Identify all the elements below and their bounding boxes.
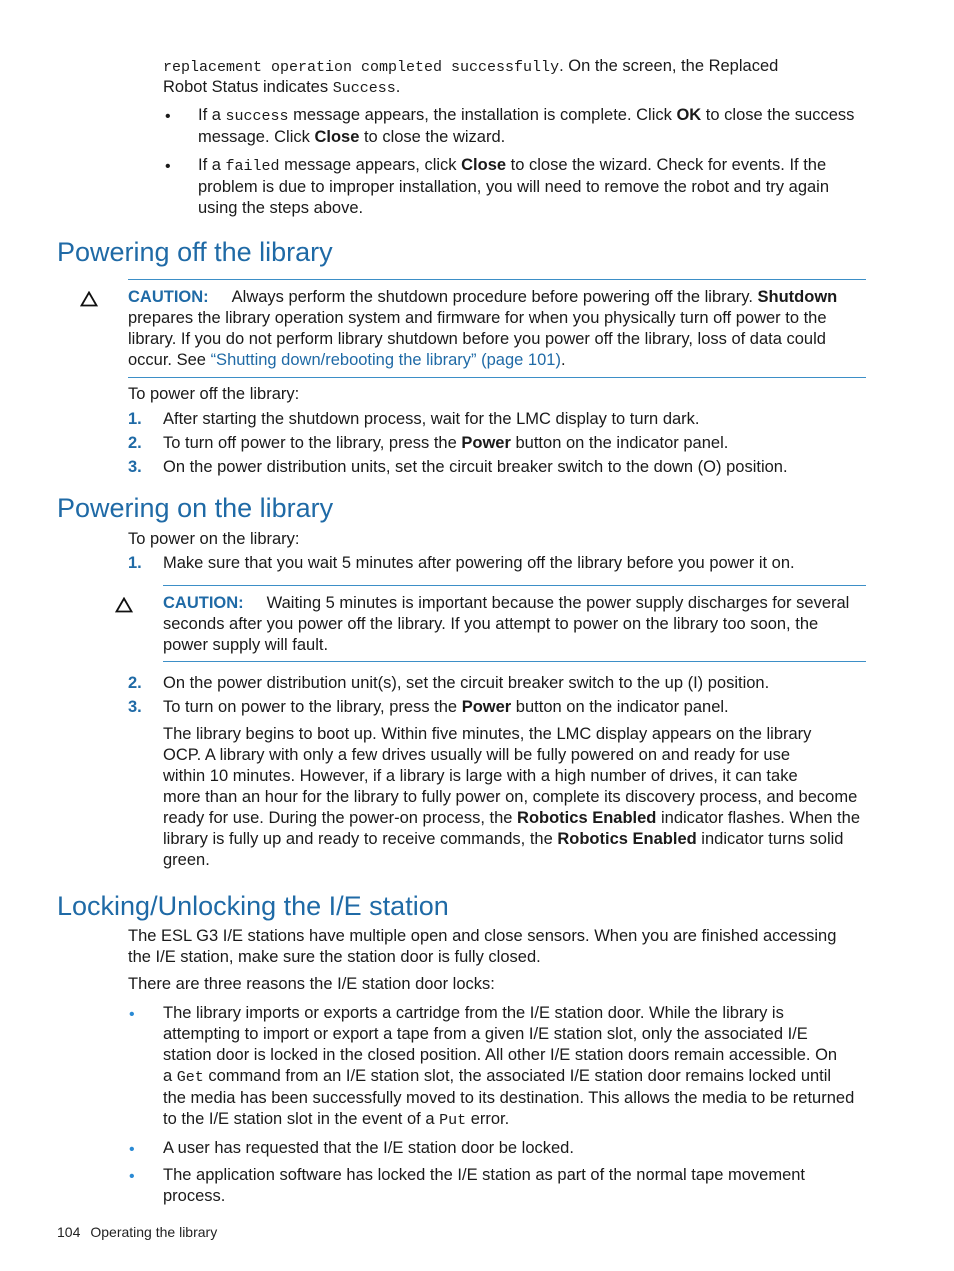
power-on-step-3: To turn on power to the library, press the Power button on the indicator panel.: [163, 698, 729, 716]
intro-line-2: Robot Status indicates Success.: [163, 78, 401, 97]
caution-triangle-icon: [115, 597, 133, 613]
intro-code-2: Success: [332, 80, 396, 97]
caution-triangle-icon: [80, 291, 98, 307]
power-off-lead: To power off the library:: [128, 385, 300, 403]
caution-box-2: CAUTION: Waiting 5 minutes is important because the power supply discharges for several seconds after you power off the library. If you attempt to power on the library too soon, the power supply will fault.: [163, 594, 850, 654]
intro-code-1: replacement operation completed successfully: [163, 59, 560, 76]
bullet-dot: •: [129, 1006, 135, 1023]
power-on-step-1: Make sure that you wait 5 minutes after powering off the library before you power it on.: [163, 554, 795, 572]
cross-reference-link[interactable]: “Shutting down/rebooting the library” (page 101): [210, 351, 561, 369]
section-heading-powering-on: Powering on the library: [57, 493, 334, 523]
bullet-dot: •: [165, 158, 171, 175]
reason-bullet-3: The application software has locked the I/E station as part of the normal tape movement process.: [163, 1166, 806, 1205]
section-heading-powering-off: Powering off the library: [57, 237, 333, 267]
caution-rule-top: [163, 585, 866, 586]
power-off-step-1: After starting the shutdown process, wait for the LMC display to turn dark.: [163, 410, 700, 428]
caution-rule-top: [128, 279, 866, 280]
step-number: 3.: [128, 458, 142, 476]
step-number: 1.: [128, 410, 142, 428]
intro-bullet-2: If a failed message appears, click Close to close the wizard. Check for events. If the problem is due to improper installation, you will need to remove the robot and try again using the steps above.: [198, 156, 830, 217]
intro-line-1: replacement operation completed successfully. On the screen, the Replaced: [163, 57, 779, 76]
page-number: 104: [57, 1224, 81, 1240]
power-on-paragraph: The library begins to boot up. Within five minutes, the LMC display appears on the library OCP. A library with only a few drives usually will be fully powered on and ready for use within 10 minutes. However, if a library is large with a high number of drives, it can take more than an hour for the library to fully power on, complete its discovery process, and become ready for use. During the power-on process, the Robotics Enabled indicator flashes. When the library is fully up and ready to receive commands, the Robotics Enabled indicator turns solid green.: [163, 725, 860, 869]
step-number: 2.: [128, 674, 142, 692]
reason-bullet-2: A user has requested that the I/E station door be locked.: [163, 1139, 574, 1157]
ie-station-intro: The ESL G3 I/E stations have multiple open and close sensors. When you are finished accessing the I/E station, make sure the station door is fully closed.: [128, 927, 837, 966]
page-footer: [57, 1222, 217, 1243]
step-number: 2.: [128, 434, 142, 452]
caution-label: CAUTION:: [163, 594, 244, 612]
power-on-lead: To power on the library:: [128, 530, 300, 548]
reason-bullet-1: The library imports or exports a cartridge from the I/E station door. While the library is attempting to import or export a tape from a given I/E station slot, only the associated I/E station door is locked in the closed position. All other I/E station doors remain accessible. On a Get command from an I/E station slot, the associated I/E station door remains locked until the media has been successfully moved to its destination. This allows the media to be returned to the I/E station slot in the event of a Put error.: [163, 1004, 855, 1129]
ie-station-reasons-lead: There are three reasons the I/E station door locks:: [128, 975, 495, 993]
caution-rule-bottom: [128, 377, 866, 378]
caution-rule-bottom: [163, 661, 866, 662]
bullet-dot: •: [129, 1141, 135, 1158]
caution-label: CAUTION:: [128, 288, 209, 306]
intro-bullet-1: If a success message appears, the installation is complete. Click OK to close the success message. Click Close to close the wizard.: [198, 106, 855, 146]
power-on-step-2: On the power distribution unit(s), set the circuit breaker switch to the up (I) position.: [163, 674, 770, 692]
power-off-step-3: On the power distribution units, set the circuit breaker switch to the down (O) position.: [163, 458, 788, 476]
bullet-dot: •: [165, 108, 171, 125]
power-off-step-2: To turn off power to the library, press the Power button on the indicator panel.: [163, 434, 729, 452]
footer-section-title: Operating the library: [90, 1224, 218, 1240]
section-heading-ie-station: Locking/Unlocking the I/E station: [57, 891, 449, 921]
step-number: 1.: [128, 554, 142, 572]
step-number: 3.: [128, 698, 142, 716]
caution-box-1: CAUTION: Always perform the shutdown procedure before powering off the library. Shutdown prepares the library operation system and firmware for when you physically turn off power to the library. If you do not perform library shutdown before you power off the library, loss of data could occur. See “Shutting down/rebooting the library” (page 101).: [128, 288, 838, 369]
bullet-dot: •: [129, 1168, 135, 1185]
